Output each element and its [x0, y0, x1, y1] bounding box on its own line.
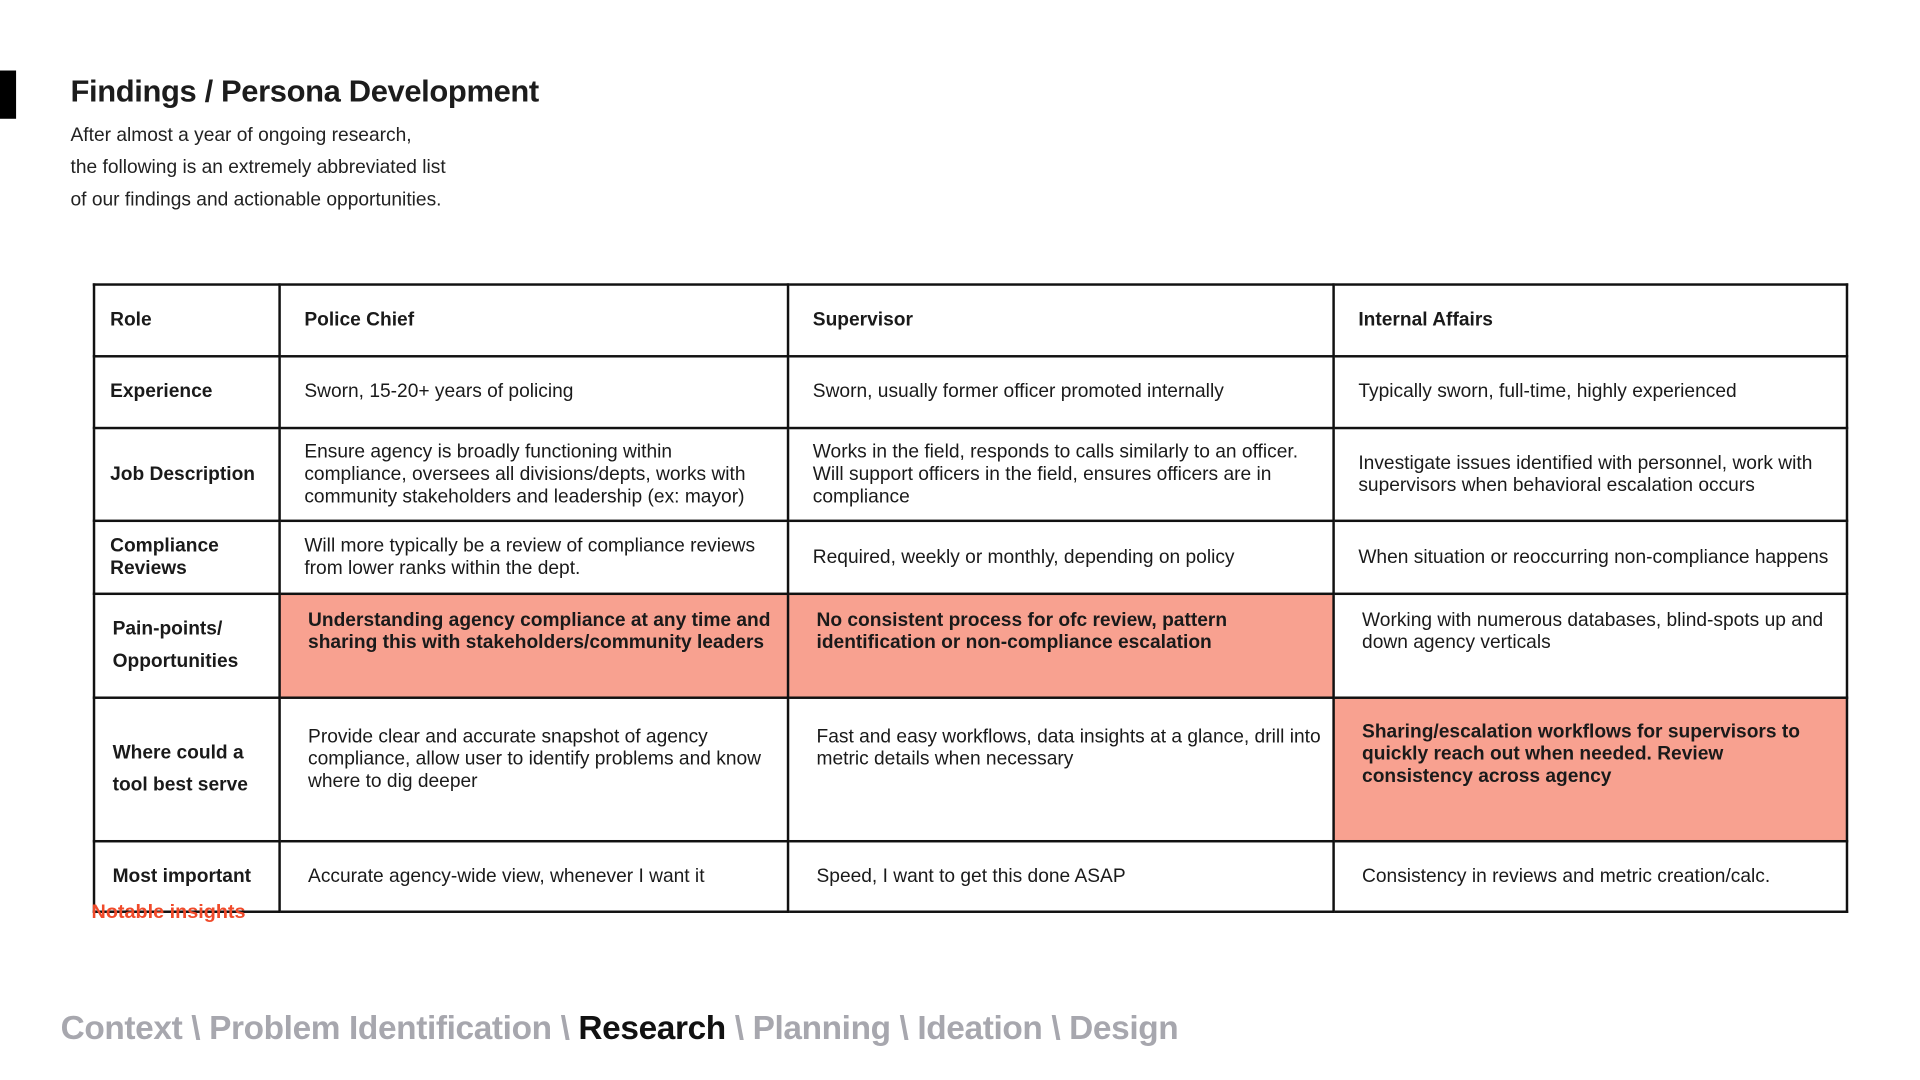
table-row [94, 356, 1847, 428]
page-title: Findings / Persona Development [70, 74, 539, 109]
table-row [94, 594, 1847, 698]
table-cell: Required, weekly or monthly, depending on policy [788, 521, 1334, 594]
persona-table [93, 283, 1848, 913]
row-label: Pain-points/ Opportunities [94, 594, 280, 698]
table-cell: Works in the field, responds to calls similarly to an officer. Will support officers in the field, ensures officers are in compliance [788, 428, 1334, 521]
header-internal-affairs: Internal Affairs [1334, 285, 1847, 357]
table-cell: Consistency in reviews and metric creation/calc. [1334, 841, 1847, 912]
table-row [94, 428, 1847, 521]
breadcrumb-next: \ Planning \ Ideation \ Design [725, 1009, 1179, 1047]
row-label: Where could a tool best serve [94, 698, 280, 842]
row-label: Compliance Reviews [94, 521, 280, 594]
header-row [94, 285, 1847, 357]
table-cell-highlight: Sharing/escalation workflows for supervisors to quickly reach out when needed. Review consistency across agency [1334, 698, 1847, 842]
table-cell: Working with numerous databases, blind-spots up and down agency verticals [1334, 594, 1847, 698]
breadcrumb [61, 1009, 1179, 1047]
row-label: Most important [94, 841, 280, 912]
table-cell: Accurate agency-wide view, whenever I want it [280, 841, 788, 912]
intro-line: the following is an extremely abbreviated list [70, 157, 446, 179]
row-label: Experience [94, 356, 280, 428]
intro-line: After almost a year of ongoing research, [70, 124, 412, 146]
table-cell: Speed, I want to get this done ASAP [788, 841, 1334, 912]
table-row [94, 841, 1847, 912]
header-supervisor: Supervisor [788, 285, 1334, 357]
table-cell: Ensure agency is broadly functioning within compliance, oversees all divisions/depts, works with community stakeholders and leadership (ex: mayor) [280, 428, 788, 521]
header-role: Role [94, 285, 280, 357]
header-police-chief: Police Chief [280, 285, 788, 357]
table-cell: Typically sworn, full-time, highly experienced [1334, 356, 1847, 428]
table-cell: Provide clear and accurate snapshot of agency compliance, allow user to identify problems and know where to dig deeper [280, 698, 788, 842]
intro-text [71, 120, 446, 216]
table-cell: Will more typically be a review of compliance reviews from lower ranks within the dept. [280, 521, 788, 594]
breadcrumb-previous: Context \ Problem Identification \ [60, 1009, 579, 1047]
row-label: Job Description [94, 428, 280, 521]
table-cell: Fast and easy workflows, data insights at a glance, drill into metric details when necessary [788, 698, 1334, 842]
table-row [94, 521, 1847, 594]
table-cell: Sworn, usually former officer promoted internally [788, 356, 1334, 428]
table-row [94, 698, 1847, 842]
table-cell: Sworn, 15-20+ years of policing [280, 356, 788, 428]
accent-bar [0, 71, 16, 119]
table-cell-highlight: Understanding agency compliance at any time and sharing this with stakeholders/community leaders [280, 594, 788, 698]
breadcrumb-current: Research [578, 1009, 726, 1047]
notable-insights-legend: Notable insights [91, 901, 246, 923]
intro-line: of our findings and actionable opportunities. [70, 189, 442, 211]
table-cell-highlight: No consistent process for ofc review, pattern identification or non-compliance escalation [788, 594, 1334, 698]
table-cell: Investigate issues identified with personnel, work with supervisors when behavioral escalation occurs [1334, 428, 1847, 521]
table-cell: When situation or reoccurring non-compliance happens [1334, 521, 1847, 594]
